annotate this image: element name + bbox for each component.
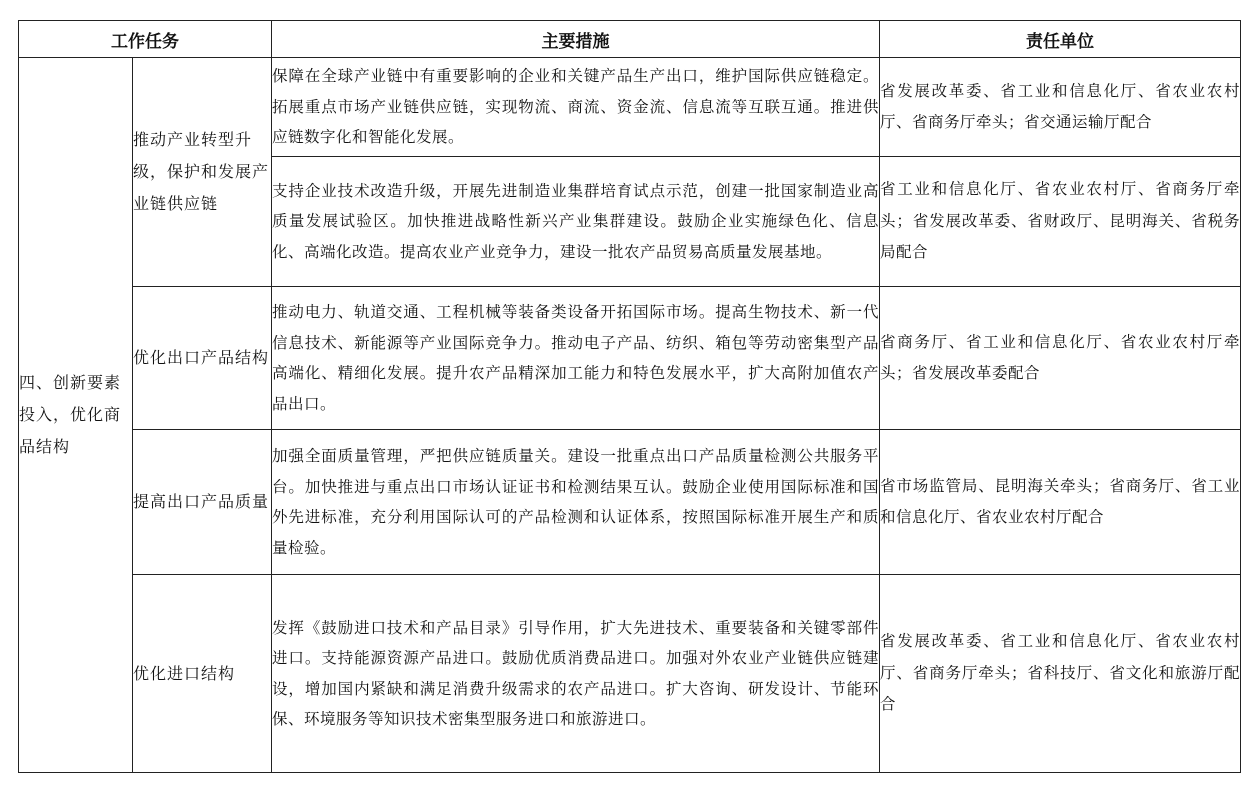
- subtask-cell: 优化出口产品结构: [133, 287, 272, 430]
- header-task: 工作任务: [19, 21, 272, 58]
- measures-cell: 推动电力、轨道交通、工程机械等装备类设备开拓国际市场。提高生物技术、新一代信息技术、新能源等产业国际竞争力。推动电子产品、纺织、箱包等劳动密集型产品高端化、精细化发展。提升农产品精深加工能力和特色发展水平，扩大高附加值农产品出口。: [272, 287, 880, 430]
- header-measures: 主要措施: [272, 21, 880, 58]
- measures-cell: 加强全面质量管理，严把供应链质量关。建设一批重点出口产品质量检测公共服务平台。加快推进与重点出口市场认证证书和检测结果互认。鼓励企业使用国际标准和国外先进标准，充分利用国际认可的产品检测和认证体系，按照国际标准开展生产和质量检验。: [272, 430, 880, 575]
- responsible-cell: 省市场监管局、昆明海关牵头；省商务厅、省工业和信息化厅、省农业农村厅配合: [880, 430, 1241, 575]
- header-responsible: 责任单位: [880, 21, 1241, 58]
- task-table: [18, 20, 1241, 773]
- responsible-cell: 省发展改革委、省工业和信息化厅、省农业农村厅、省商务厅牵头；省科技厅、省文化和旅游厅配合: [880, 575, 1241, 773]
- table-row: [19, 575, 1241, 773]
- subtask-cell: 提高出口产品质量: [133, 430, 272, 575]
- header-row: [19, 21, 1241, 58]
- responsible-cell: 省商务厅、省工业和信息化厅、省农业农村厅牵头；省发展改革委配合: [880, 287, 1241, 430]
- table-row: [19, 287, 1241, 430]
- table-row: [19, 430, 1241, 575]
- subtask-cell: 优化进口结构: [133, 575, 272, 773]
- table-row: [19, 58, 1241, 157]
- subtask-cell: 推动产业转型升级，保护和发展产业链供应链: [133, 58, 272, 287]
- measures-cell: 支持企业技术改造升级，开展先进制造业集群培育试点示范，创建一批国家制造业高质量发展试验区。加快推进战略性新兴产业集群建设。鼓励企业实施绿色化、信息化、高端化改造。提高农业产业竞争力，建设一批农产品贸易高质量发展基地。: [272, 157, 880, 287]
- category-cell: 四、创新要素投入，优化商品结构: [19, 58, 133, 773]
- document-page: [18, 20, 1241, 773]
- measures-cell: 保障在全球产业链中有重要影响的企业和关键产品生产出口，维护国际供应链稳定。拓展重点市场产业链供应链，实现物流、商流、资金流、信息流等互联互通。推进供应链数字化和智能化发展。: [272, 58, 880, 157]
- measures-cell: 发挥《鼓励进口技术和产品目录》引导作用，扩大先进技术、重要装备和关键零部件进口。支持能源资源产品进口。鼓励优质消费品进口。加强对外农业产业链供应链建设，增加国内紧缺和满足消费升级需求的农产品进口。扩大咨询、研发设计、节能环保、环境服务等知识技术密集型服务进口和旅游进口。: [272, 575, 880, 773]
- responsible-cell: 省发展改革委、省工业和信息化厅、省农业农村厅、省商务厅牵头；省交通运输厅配合: [880, 58, 1241, 157]
- responsible-cell: 省工业和信息化厅、省农业农村厅、省商务厅牵头；省发展改革委、省财政厅、昆明海关、省税务局配合: [880, 157, 1241, 287]
